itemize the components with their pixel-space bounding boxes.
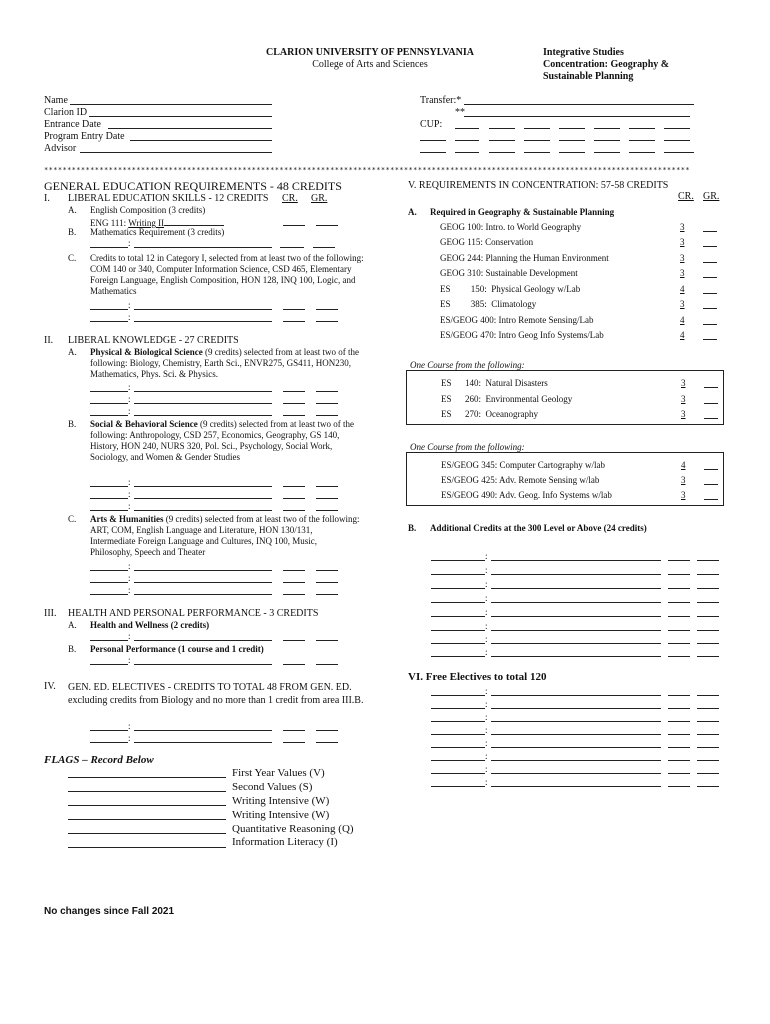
- course-name: GEOG 244: Planning the Human Environment: [440, 253, 609, 263]
- flags-title: FLAGS – Record Below: [44, 754, 154, 766]
- health-wellness-text: Health and Wellness (2 credits): [90, 620, 210, 630]
- concentration-title: V. REQUIREMENTS IN CONCENTRATION: 57-58 CREDITS: [408, 180, 669, 191]
- course-name: ES 150: Physical Geology w/Lab: [440, 284, 581, 294]
- section-IV-num: IV.: [44, 681, 56, 692]
- name-field[interactable]: Name: [44, 95, 68, 106]
- course-name: ES/GEOG 490: Adv. Geog. Info Systems w/lab: [441, 490, 612, 500]
- additional-credits-title: Additional Credits at the 300 Level or Above (24 credits): [430, 523, 647, 533]
- cup-label: CUP:: [420, 119, 443, 130]
- course-credits: 3: [681, 490, 686, 500]
- course-name: ES 260: Environmental Geology: [441, 394, 573, 404]
- section-I-title: LIBERAL EDUCATION SKILLS - 12 CREDITS: [68, 193, 269, 204]
- course-name: ES 385: Climatology: [440, 299, 537, 309]
- gr-header: GR.: [311, 193, 328, 204]
- course-credits: 3: [680, 253, 685, 263]
- item-letter: B.: [408, 523, 417, 533]
- phys-bio-text: Physical & Biological Science (9 credits) selected from at least two of the following: Biology, Chemistry, Earth Sci., ENVR275, GS411, HON230, Mathematics, Phys. Sci. & Physics.: [90, 347, 359, 379]
- social-behavioral-text: Social & Behavioral Science (9 credits) selected from at least two of the following: Anthropology, CSD 257, Economics, Geography, GS 140, History, HON 240, NURS 320, Pol. Sci., Psychology, Social Work, Sociology, and Women & Gender Studies: [90, 419, 354, 462]
- advisor-line: [80, 152, 272, 153]
- clarion-id-line: [89, 116, 272, 117]
- course-credits: 3: [680, 237, 685, 247]
- gen-ed-title: GENERAL EDUCATION REQUIREMENTS - 48 CREDITS: [44, 179, 342, 193]
- double-star-label: **: [455, 107, 465, 118]
- course-credits: 3: [681, 378, 686, 388]
- entrance-date-field[interactable]: Entrance Date: [44, 119, 101, 130]
- concentration-subtitle: Sustainable Planning: [543, 71, 634, 82]
- item-letter: A.: [68, 620, 77, 630]
- gr-header: GR.: [703, 191, 720, 202]
- one-course-label: One Course from the following:: [410, 360, 525, 370]
- transfer-label: Transfer:*: [420, 95, 462, 106]
- course-credits: 3: [680, 222, 685, 232]
- item-letter: B.: [68, 227, 77, 237]
- item-letter: C.: [68, 514, 77, 524]
- course-credits: 3: [681, 475, 686, 485]
- personal-performance-text: Personal Performance (1 course and 1 credit): [90, 644, 264, 654]
- free-electives-title: VI. Free Electives to total 120: [408, 671, 547, 683]
- college-name: College of Arts and Sciences: [312, 59, 428, 70]
- english-comp-text: English Composition (3 credits): [90, 205, 206, 215]
- program-entry-date-line: [130, 140, 272, 141]
- course-name: ES 140: Natural Disasters: [441, 378, 548, 388]
- item-letter: A.: [68, 205, 77, 215]
- eng111-row: ENG 111: Writing II: [90, 216, 224, 229]
- entrance-date-line: [108, 128, 272, 129]
- advisor-field[interactable]: Advisor: [44, 143, 77, 154]
- math-req-text: Mathematics Requirement (3 credits): [90, 227, 225, 237]
- section-II-num: II.: [44, 335, 54, 346]
- section-III-title: HEALTH AND PERSONAL PERFORMANCE - 3 CREDITS: [68, 608, 319, 619]
- program-entry-date-field[interactable]: Program Entry Date: [44, 131, 125, 142]
- cr-header: CR.: [678, 191, 694, 202]
- course-group-1: [406, 370, 724, 425]
- course-name: GEOG 310: Sustainable Development: [440, 268, 578, 278]
- course-name: ES 270: Oceanography: [441, 409, 538, 419]
- course-name: ES/GEOG 345: Computer Cartography w/lab: [441, 460, 605, 470]
- course-credits: 3: [680, 268, 685, 278]
- item-letter: A.: [68, 347, 77, 357]
- flag-item: Information Literacy (I): [232, 836, 338, 848]
- required-title: Required in Geography & Sustainable Planning: [430, 207, 615, 217]
- arts-humanities-text: Arts & Humanities (9 credits) selected from at least two of the following: ART, COM, English Language and Literature, HON 130/131, Intermediate Foreign Language and Cultures, INQ 100, Music, Philosophy, Speech and Theater: [90, 514, 360, 557]
- course-name: ES/GEOG 470: Intro Geog Info Systems/Lab: [440, 330, 604, 340]
- item-letter: A.: [408, 207, 417, 217]
- clarion-id-field[interactable]: Clarion ID: [44, 107, 88, 118]
- program-title: Integrative Studies: [543, 47, 624, 58]
- footer-note: No changes since Fall 2021: [44, 906, 175, 917]
- concentration-title: Concentration: Geography &: [543, 59, 670, 70]
- course-name: ES/GEOG 400: Intro Remote Sensing/Lab: [440, 315, 594, 325]
- gen-ed-electives-text: GEN. ED. ELECTIVES - CREDITS TO TOTAL 48 FROM GEN. ED. excluding credits from Biology and no more than 1 credit from area III.B.: [68, 682, 364, 706]
- flag-item: Quantitative Reasoning (Q): [232, 823, 354, 835]
- double-star-line[interactable]: [464, 116, 690, 117]
- course-credits: 3: [681, 394, 686, 404]
- course-credits: 3: [680, 299, 685, 309]
- course-credits: 3: [681, 409, 686, 419]
- course-credits: 4: [680, 315, 685, 325]
- flag-item: Second Values (S): [232, 781, 313, 793]
- cr-header: CR.: [282, 193, 298, 204]
- name-line: [70, 104, 272, 105]
- item-letter: B.: [68, 419, 77, 429]
- transfer-line[interactable]: [464, 104, 694, 105]
- category-I-text: Credits to total 12 in Category I, selected from at least two of the following: COM 140 or 340, Computer Information Science, CSD 465, Elementary Foreign Language, English Composition, HON 128, INQ 100, Logic, and Mathematics: [90, 253, 364, 296]
- course-group-2: [406, 452, 724, 506]
- one-course-label-2: One Course from the following:: [410, 442, 525, 452]
- flag-item: Writing Intensive (W): [232, 795, 330, 807]
- item-letter: B.: [68, 644, 77, 654]
- star-divider: ********************************************************************************************************************************************: [44, 166, 691, 174]
- course-name: ES/GEOG 425: Adv. Remote Sensing w/lab: [441, 475, 600, 485]
- item-letter: C.: [68, 253, 77, 263]
- section-I-num: I.: [44, 193, 50, 204]
- course-name: GEOG 115: Conservation: [440, 237, 534, 247]
- course-credits: 4: [680, 284, 685, 294]
- flag-item: First Year Values (V): [232, 767, 325, 779]
- course-credits: 4: [681, 460, 686, 470]
- flag-item: Writing Intensive (W): [232, 809, 330, 821]
- section-II-title: LIBERAL KNOWLEDGE - 27 CREDITS: [68, 335, 239, 346]
- university-name: CLARION UNIVERSITY OF PENNSYLVANIA: [266, 47, 474, 58]
- course-credits: 4: [680, 330, 685, 340]
- course-name: GEOG 100: Intro. to World Geography: [440, 222, 582, 232]
- section-III-num: III.: [44, 608, 57, 619]
